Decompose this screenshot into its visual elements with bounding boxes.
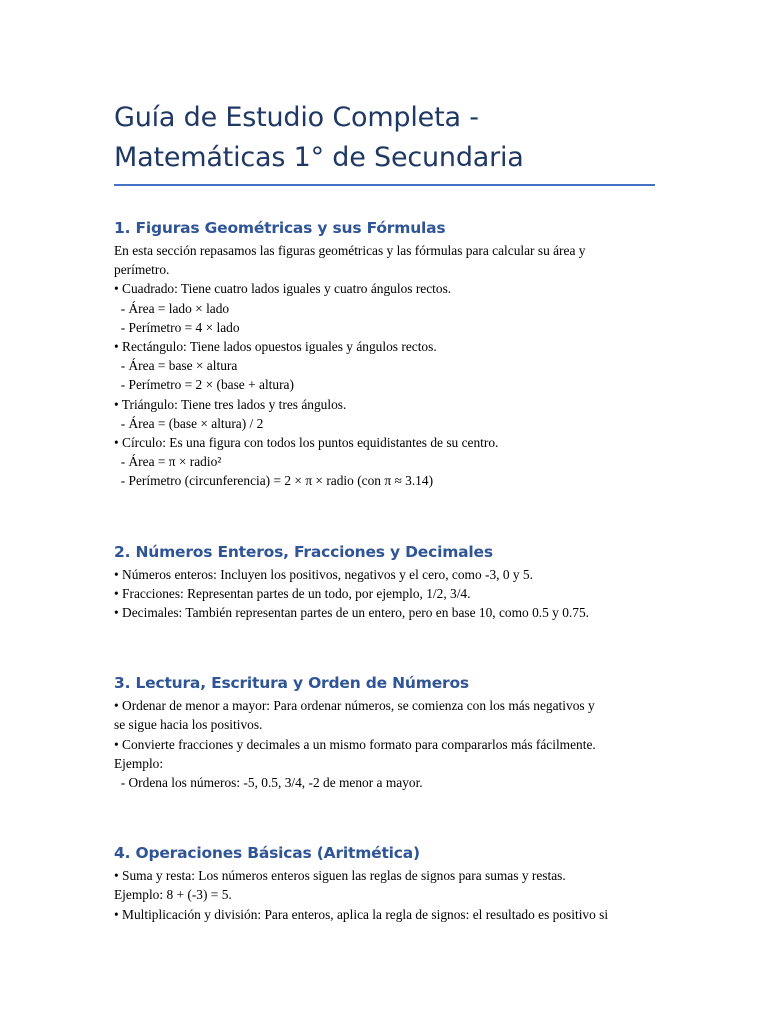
section-heading: 3. Lectura, Escritura y Orden de Números (114, 674, 469, 693)
document-title-line-2: Matemáticas 1° de Secundaria (114, 142, 524, 173)
text-line: En esta sección repasamos las figuras geométricas y las fórmulas para calcular su área y (114, 243, 586, 258)
list-item: • Suma y resta: Los números enteros siguen las reglas de signos para sumas y restas. (114, 868, 566, 884)
list-item: • Convierte fracciones y decimales a un mismo formato para compararlos más fácilmente. (114, 736, 596, 752)
section-heading: 2. Números Enteros, Fracciones y Decimales (114, 542, 493, 561)
section-body (114, 241, 656, 491)
section-operaciones-basicas (114, 842, 656, 924)
text-line: se sigue hacia los positivos. (114, 717, 263, 733)
list-subitem: - Área = (base × altura) / 2 (114, 415, 264, 431)
list-item: • Círculo: Es una figura con todos los puntos equidistantes de su centro. (114, 435, 499, 451)
section-heading: 1. Figuras Geométricas y sus Fórmulas (114, 219, 446, 237)
list-subitem: - Perímetro = 4 × lado (114, 319, 240, 335)
section-heading: 4. Operaciones Básicas (Aritmética) (114, 844, 420, 863)
document-page (114, 98, 656, 924)
list-subitem: - Perímetro = 2 × (base + altura) (114, 377, 294, 393)
list-item: • Multiplicación y división: Para enteros, aplica la regla de signos: el resultado es positivo si (114, 906, 609, 922)
text-line: Ejemplo: 8 + (-3) = 5. (114, 887, 232, 903)
document-title (114, 98, 656, 178)
list-item: • Ordenar de menor a mayor: Para ordenar números, se comienza con los más negativos y (114, 698, 595, 714)
section-numeros-enteros (114, 541, 656, 623)
section-lectura-escritura (114, 672, 656, 792)
document-title-line-1: Guía de Estudio Completa - (114, 102, 479, 133)
section-body (114, 696, 656, 792)
text-line: Ejemplo: (114, 755, 164, 771)
section-body (114, 866, 656, 924)
list-item: • Fracciones: Representan partes de un todo, por ejemplo, 1/2, 3/4. (114, 585, 471, 601)
list-subitem: - Área = lado × lado (114, 300, 230, 316)
section-body (114, 565, 656, 623)
title-divider (114, 184, 655, 186)
list-item: • Rectángulo: Tiene lados opuestos iguales y ángulos rectos. (114, 339, 437, 355)
list-item: • Números enteros: Incluyen los positivos, negativos y el cero, como -3, 0 y 5. (114, 566, 533, 582)
section-figuras-geometricas (114, 217, 656, 491)
list-subitem: - Ordena los números: -5, 0.5, 3/4, -2 de menor a mayor. (114, 775, 423, 791)
list-item: • Cuadrado: Tiene cuatro lados iguales y cuatro ángulos rectos. (114, 281, 452, 297)
list-subitem: - Perímetro (circunferencia) = 2 × π × radio (con π ≈ 3.14) (114, 473, 434, 489)
list-item: • Decimales: También representan partes de un entero, pero en base 10, como 0.5 y 0.75. (114, 605, 589, 621)
text-line: perímetro. (114, 262, 170, 278)
list-subitem: - Área = π × radio² (114, 454, 222, 470)
list-subitem: - Área = base × altura (114, 358, 238, 374)
list-item: • Triángulo: Tiene tres lados y tres ángulos. (114, 396, 347, 412)
